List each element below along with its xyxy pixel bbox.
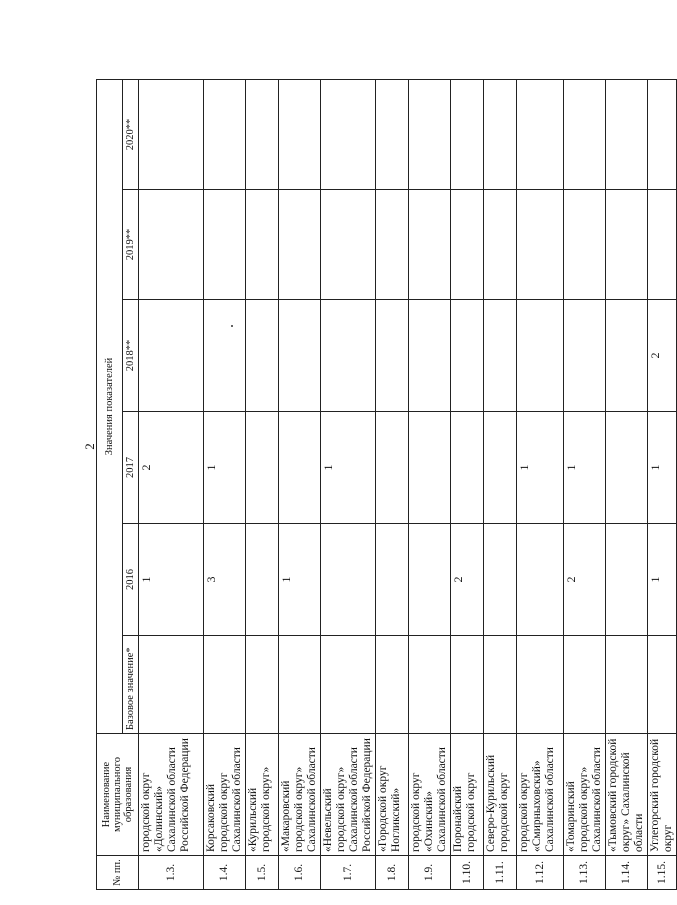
value-2017: 1 [648,412,677,524]
value-2019 [409,190,451,300]
base-value [246,636,279,734]
table-row [204,80,246,890]
value-2016: 1 [279,524,321,636]
value-2019 [376,190,409,300]
row-number: 1.4. [204,856,246,890]
table-row [279,80,321,890]
municipality-name: Углегорский городской округ [648,734,677,856]
table-row [139,80,204,890]
table-row [517,80,564,890]
row-number: 1.9. [409,856,451,890]
municipality-name: городской округ «Охинский» Сахалинской области [409,734,451,856]
header-year-2018: 2018** [123,300,139,412]
header-name: Наименование муниципального образования [97,734,139,856]
municipality-name: Поронайский городской округ [451,734,484,856]
row-number: 1.5. [246,856,279,890]
value-2018 [246,300,279,412]
header-year-2019: 2019** [123,190,139,300]
value-2016: 1 [648,524,677,636]
page-number: 2 [81,443,97,450]
value-2016: 1 [139,524,204,636]
indicators-table [96,79,677,890]
value-2019 [246,190,279,300]
municipality-name: «Городской округ Ногликский» [376,734,409,856]
value-2020 [484,80,517,190]
row-number: 1.3. [139,856,204,890]
table-row [648,80,677,890]
value-2019 [321,190,376,300]
value-2019 [564,190,606,300]
row-number: 1.12. [517,856,564,890]
value-2020 [451,80,484,190]
header-year-2020: 2020** [123,80,139,190]
value-2019 [606,190,648,300]
table-row [606,80,648,890]
value-2016 [517,524,564,636]
base-value [564,636,606,734]
value-2019 [517,190,564,300]
row-number: 1.14. [606,856,648,890]
value-2016 [376,524,409,636]
value-2018 [409,300,451,412]
value-2018 [376,300,409,412]
row-number: 1.10. [451,856,484,890]
value-2017 [376,412,409,524]
row-number: 1.11. [484,856,517,890]
base-value [648,636,677,734]
value-2020 [564,80,606,190]
table-row [564,80,606,890]
value-2019 [139,190,204,300]
value-2016 [606,524,648,636]
value-2020 [246,80,279,190]
value-2016 [246,524,279,636]
header-year-2016: 2016 [123,524,139,636]
value-2017 [606,412,648,524]
value-2017 [484,412,517,524]
value-2019 [204,190,246,300]
value-2018 [204,300,246,412]
value-2017: 1 [321,412,376,524]
value-2018 [606,300,648,412]
value-2017: 1 [517,412,564,524]
value-2018 [321,300,376,412]
municipality-name: городской округ «Смирныховский» Сахалинской области [517,734,564,856]
value-2016: 2 [564,524,606,636]
table-row [484,80,517,890]
header-num: № пп. [97,856,139,890]
value-2019 [279,190,321,300]
row-number: 1.15. [648,856,677,890]
table-row [451,80,484,890]
document-table-rotated [96,80,674,890]
table-row [321,80,376,890]
value-2020 [517,80,564,190]
header-year-2017: 2017 [123,412,139,524]
value-2020 [279,80,321,190]
value-2017 [409,412,451,524]
value-2020 [139,80,204,190]
value-2018 [451,300,484,412]
header-group: Значения показателей [97,80,123,734]
municipality-name: «Томаринский городской округ» Сахалинской области [564,734,606,856]
value-2017: 1 [204,412,246,524]
table-row [376,80,409,890]
table-row [246,80,279,890]
base-value [409,636,451,734]
value-2018 [279,300,321,412]
value-2020 [409,80,451,190]
row-number: 1.7. [321,856,376,890]
value-2016 [484,524,517,636]
base-value [451,636,484,734]
value-2020 [321,80,376,190]
value-2016 [321,524,376,636]
value-2020 [376,80,409,190]
value-2016: 2 [451,524,484,636]
row-number: 1.8. [376,856,409,890]
value-2019 [484,190,517,300]
base-value [484,636,517,734]
row-number: 1.13. [564,856,606,890]
value-2018 [139,300,204,412]
value-2018 [517,300,564,412]
value-2020 [204,80,246,190]
value-2018 [564,300,606,412]
base-value [376,636,409,734]
scan-speck [231,325,233,327]
value-2018 [484,300,517,412]
municipality-name: Корсаковский городской округ Сахалинской области [204,734,246,856]
value-2019 [451,190,484,300]
value-2017 [279,412,321,524]
municipality-name: «Макаровский городской округ» Сахалинской области [279,734,321,856]
municipality-name: «Курильский городской округ» [246,734,279,856]
base-value [606,636,648,734]
municipality-name: городской округ «Долинский» Сахалинской области Российской Федерации [139,734,204,856]
municipality-name: «Невельский городской округ» Сахалинской области Российской Федерации [321,734,376,856]
municipality-name: Северо-Курильский городской округ [484,734,517,856]
value-2017: 2 [139,412,204,524]
base-value [139,636,204,734]
value-2017: 1 [564,412,606,524]
value-2017 [246,412,279,524]
municipality-name: «Тымовский городской округ» Сахалинской области [606,734,648,856]
value-2018: 2 [648,300,677,412]
value-2016: 3 [204,524,246,636]
base-value [279,636,321,734]
value-2019 [648,190,677,300]
base-value [517,636,564,734]
row-number: 1.6. [279,856,321,890]
base-value [321,636,376,734]
base-value [204,636,246,734]
value-2016 [409,524,451,636]
header-base: Базовое значение* [123,636,139,734]
table-row [409,80,451,890]
value-2020 [648,80,677,190]
value-2020 [606,80,648,190]
value-2017 [451,412,484,524]
